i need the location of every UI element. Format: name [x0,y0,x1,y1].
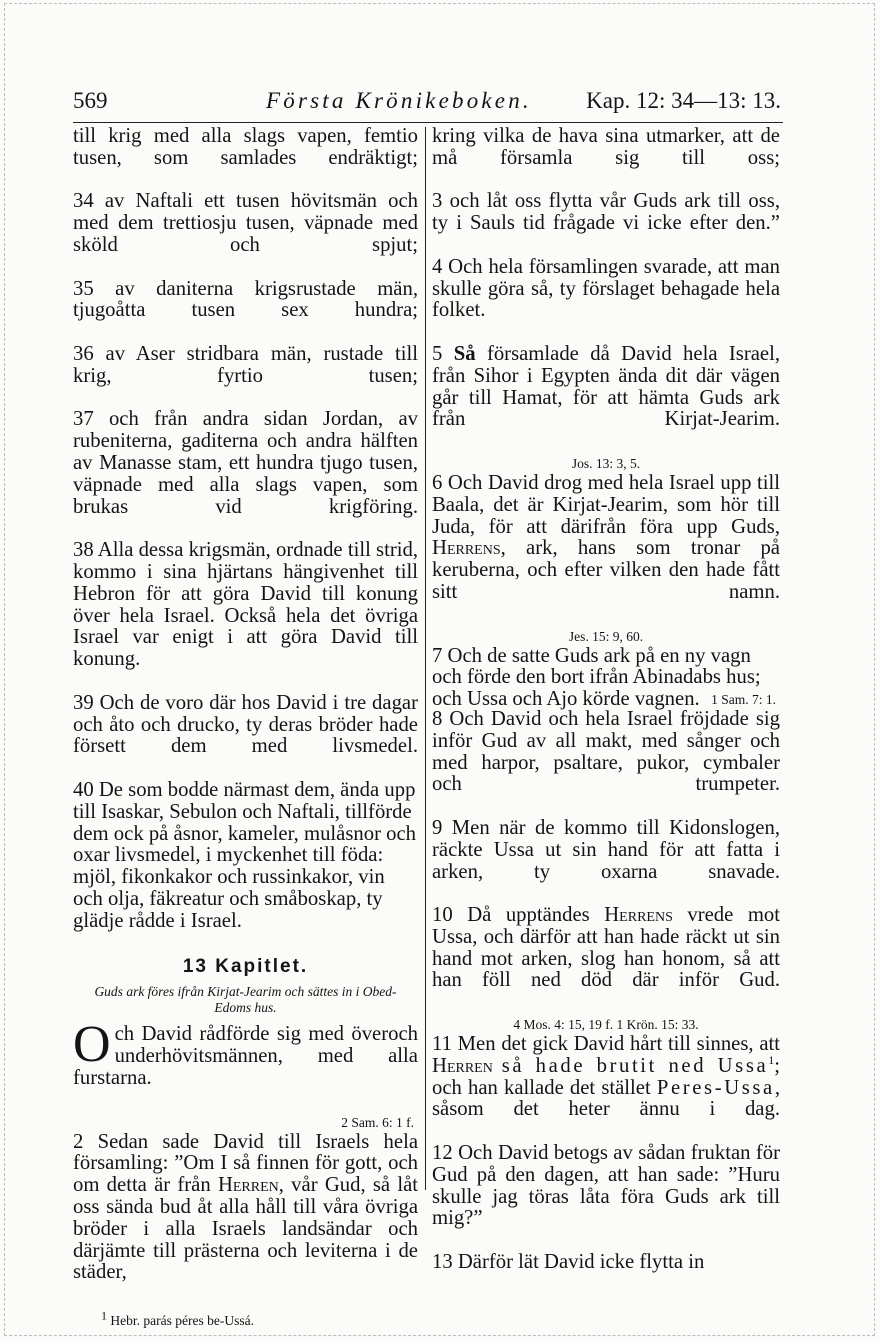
spaced-emphasis: så hade brutit ned Ussa [501,1054,769,1077]
verse-11 [432,1034,780,1143]
footnote [73,1308,418,1330]
verse-37: 37 och från andra sidan Jordan, av rubeniterna, gaditerna och andra hälften av Manasse stam, ett hundra tjugo tusen, väpnade med alla slags vapen, som brukas vid krigföring. [73,408,418,518]
left-column [73,126,418,1330]
divine-name: Herren [432,1054,493,1077]
verse-7: 7 Och de satte Guds ark på en ny vagn och förde den bort ifrån Abinadabs hus; och Ussa och Ajo körde vagnen. [432,644,761,711]
verse-36: 36 av Aser stridbara män, rustade till krig, fyrtio tusen; [73,342,418,387]
verse-33-continued: till krig med alla slags vapen, femtio tusen, som samlades endräktigt; [73,125,418,169]
verse-12: 12 Och David betogs av sådan fruktan för Gud på den dagen, att han sade: ”Huru skulle jag töras låta föra Guds ark till mig?” [432,1142,780,1230]
verse-2-text-a: 2 Sedan sade David till Israels hela församling: ”Om I så finnen för gott, och om detta är från [73,1130,418,1197]
cross-reference: Jos. 13: 3, 5. [571,455,641,471]
footnote-mark: 1 [101,1308,107,1323]
cross-reference: Jes. 15: 9, 60. [568,628,644,644]
verse-2-text-b: , vår Gud, så låt oss sända bud åt alla håll till våra övriga bröder i alla Israels landsändar och därjämte till prästerna och leviterna i de städer, [73,1174,418,1284]
verse-11-text-c: , såsom det heter ännu i dag. [432,1076,780,1121]
page-number: 569 [73,88,108,113]
verse-6 [432,473,780,626]
cross-reference: 2 Sam. 6: 1 f. [341,1114,414,1130]
footnote-mark: 1 [768,1052,775,1067]
verse-1 [73,1016,418,1111]
verse-8: 8 Och David och hela Israel fröjdade sig inför Gud av all makt, med sånger och med harpor, psaltare, pukor, cymbaler och trumpeter. [432,707,780,796]
spaced-emphasis: Peres-Ussa [656,1076,775,1099]
verse-13: 13 Därför lät David icke flytta in [432,1251,705,1274]
chapter-summary: Guds ark föres ifrån Kirjat-Jearim och sättes in i Obed-Edoms hus. [94,984,397,1016]
verse-10 [432,905,780,1014]
divine-name: Herrens [604,904,673,927]
verse-39: 39 Och de voro där hos David i tre dagar och åto och drucko, ty deras bröder hade försett dem med livsmedel. [73,691,418,758]
verse-11-text-b: ; och han kallade det stället [432,1054,781,1099]
verse-10-text-a: 10 Då upptändes [432,904,605,927]
verse-2-continued: kring vilka de hava sina utmarker, att de må församla sig till oss; [432,125,780,169]
verse-11-text-a: 11 Men det gick David hårt till sinnes, att [432,1033,780,1056]
verse-6-text-b: , ark, hans som tronar på keruberna, och efter vilken den hade fått sitt namn. [432,537,780,603]
verse-5-number: 5 [432,342,443,365]
cross-reference: 1 Sam. 7: 1. [711,691,776,707]
book-title: Första Krönikeboken. [266,88,532,113]
verse-5-bold: Så [453,342,476,365]
verse-5-text: församlade då David hela Israel, från Sihor i Egypten ända dit där vägen går till Hamat, för att hämta Guds ark från Kirjat-Jearim. [432,342,780,431]
column-divider [425,127,426,1190]
chapter-reference: Kap. 12: 34—13: 13. [586,88,781,113]
cross-reference: 4 Mos. 4: 15, 19 f. 1 Krön. 15: 33. [513,1017,699,1033]
footnote-text: Hebr. parás péres be-Ussá. [110,1313,254,1329]
right-column [432,126,780,1274]
header-rule [73,122,783,123]
verse-40: 40 De som bodde närmast dem, ända upp till Isaskar, Sebulon och Naftali, tillförde dem ock på åsnor, kameler, mulåsnor och oxar livsmedel, i myckenhet till föda: mjöl, fikonkakor och russinkakor, vin och olja, fäkreatur och småboskap, ty glädje rådde i Israel. [73,778,417,932]
verse-2 [73,1132,418,1306]
divine-name: Herrens [432,537,501,560]
verse-5 [432,344,780,453]
verse-38: 38 Alla dessa krigsmän, ordnade till strid, kommo i sina hjärtans hängivenhet till Hebron för att göra David till konung över hela Israel. Också hela det övriga Israel var enigt i att göra David till konung. [73,539,418,671]
drop-cap: O [73,1016,111,1074]
verse-34: 34 av Naftali ett tusen hövitsmän och med dem trettiosju tusen, väpnade med sköld och spjut; [73,190,418,256]
verse-9: 9 Men när de kommo till Kidonslogen, räckte Ussa ut sin hand för att fatta i arken, ty oxarna snavade. [432,816,780,883]
verse-35: 35 av daniterna krigsrustade män, tjugoåtta tusen sex hundra; [73,277,418,322]
verse-3: 3 och låt oss flytta vår Guds ark till oss, ty i Sauls tid frågade vi icke efter den.” [432,190,780,235]
verse-1-text: ch David rådförde sig med överoch underhövitsmännen, med alla furstarna. [73,1023,418,1090]
verse-6-text-a: 6 Och David drog med hela Israel upp till Baala, det är Kirjat-Jearim, som hör till Juda, för att därifrån föra upp Guds, [432,471,780,538]
verse-10-text-b: vrede mot Ussa, och därför att han hade räckt ut sin hand mot arken, slog han honom, så att han föll ned död där inför Gud. [432,904,781,992]
divine-name: Herren [217,1174,279,1197]
verse-4: 4 Och hela församlingen svarade, att man skulle göra så, ty förslaget behagade hela folket. [432,255,780,322]
chapter-heading: 13 Kapitlet. [182,956,309,978]
running-head [73,84,783,118]
